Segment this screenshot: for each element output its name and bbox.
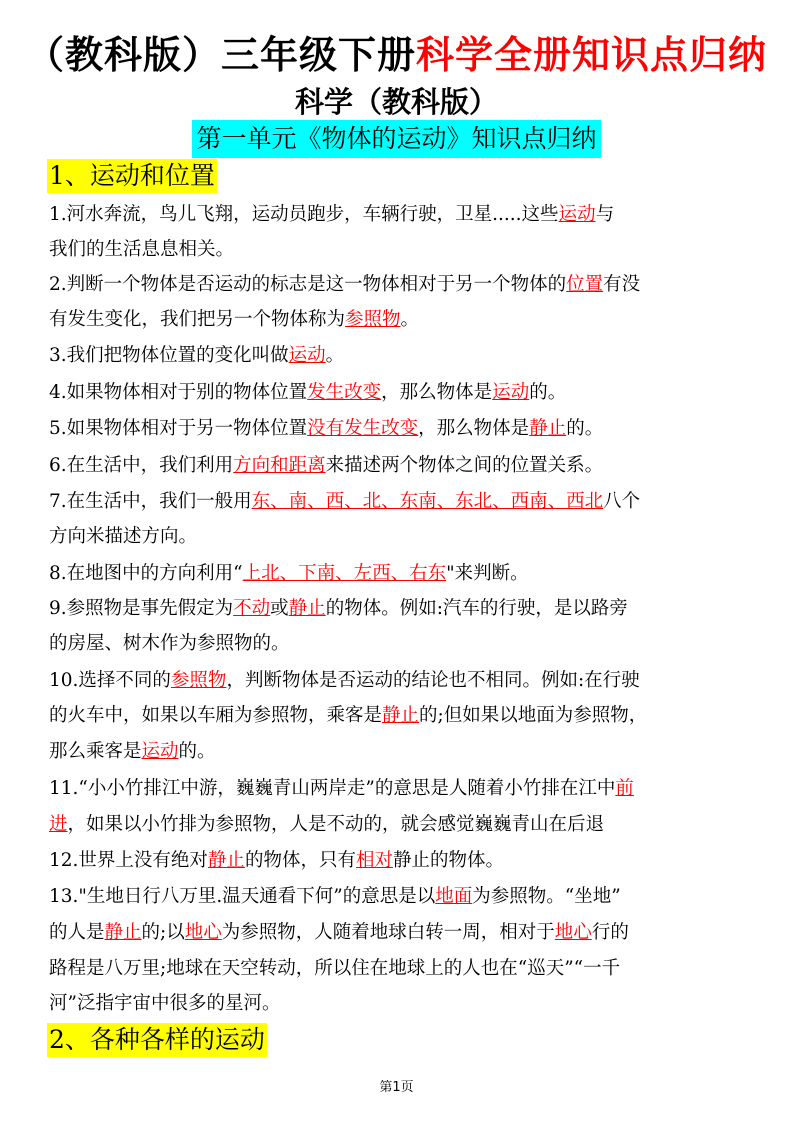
text-run: 为参照物。“坐地”: [472, 886, 621, 907]
text-run: 。: [325, 345, 345, 366]
text-run: 方向米描述方向。: [49, 526, 198, 547]
text-line: [49, 956, 620, 982]
text-run: 6.在生活中，我们利用: [49, 455, 234, 476]
highlighted-term: 相对: [355, 850, 393, 871]
document-banner-title: [0, 24, 793, 79]
text-line: [49, 668, 640, 694]
text-run: 。: [400, 309, 420, 330]
text-run: "来判断。: [446, 563, 529, 584]
text-run: 的房屋、树木作为参照物的。: [49, 633, 290, 654]
text-run: 5.如果物体相对于另一物体位置: [49, 418, 308, 439]
text-run: 13."生地日行八万里.温天通看下何”的意思是以: [49, 886, 436, 907]
text-run: 12.世界上没有绝对: [49, 850, 208, 871]
text-line: [49, 596, 628, 622]
text-run: 的物体。例如:汽车的行驶，是以路旁: [325, 598, 628, 619]
highlighted-term: 运动: [141, 741, 179, 762]
highlighted-term: 静止: [529, 418, 567, 439]
text-run: 11.“小小竹排江中游，巍巍青山两岸走”的意思是人随着小竹排在江中: [49, 778, 616, 799]
page-number: 第1页: [379, 1080, 414, 1095]
text-run: 路程是八万里;地球在天空转动，所以住在地球上的人也在“巡天”“一千: [49, 958, 621, 979]
highlighted-term: 前: [615, 778, 634, 799]
highlighted-term: 运动: [288, 345, 326, 366]
text-run: 的火车中，如果以车厢为参照物，乘客是: [49, 705, 383, 726]
text-line: [49, 631, 290, 657]
text-run: 的物体，只有: [244, 850, 356, 871]
text-run: 的;但如果以地面为参照物，: [419, 705, 648, 726]
text-run: 的;以: [141, 922, 185, 943]
highlighted-term: 发生改变: [307, 382, 382, 403]
text-line: [49, 237, 234, 263]
text-run: 或: [270, 598, 289, 619]
text-line: [49, 812, 604, 838]
highlighted-term: 静止: [382, 705, 420, 726]
text-run: 的。: [529, 382, 567, 403]
text-run: 行的: [591, 922, 629, 943]
section-heading-1: 1、运动和位置: [47, 159, 217, 193]
text-line: [49, 489, 640, 515]
banner-title-part2: 科学全册知识点归纳: [416, 33, 768, 77]
highlighted-term: 位置: [566, 274, 604, 295]
text-run: 为参照物，人随着地球白转一周，相对于: [221, 922, 555, 943]
unit-title: 第一单元《物体的运动》知识点归纳: [192, 120, 600, 158]
unit-title-wrap: [0, 120, 793, 158]
text-line: [49, 739, 216, 765]
text-run: 那么乘客是: [49, 741, 142, 762]
text-line: [49, 991, 280, 1017]
text-run: 有发生变化，我们把另一个物体称为: [49, 309, 346, 330]
highlighted-term: 运动: [492, 382, 530, 403]
text-run: 的。: [566, 418, 604, 439]
highlighted-term: 进: [49, 814, 68, 835]
text-run: ，判断物体是否运动的结论也不相同。例如:在行驶: [226, 670, 640, 691]
text-run: ，如果以小竹排为参照物，人是不动的，就会感觉巍巍青山在后退: [67, 814, 605, 835]
text-run: 八个: [603, 491, 641, 512]
text-run: 河”泛指宇宙中很多的星河。: [49, 993, 281, 1014]
highlighted-term: 地面: [435, 886, 473, 907]
highlighted-term: 静止: [104, 922, 142, 943]
highlighted-term: 地心: [184, 922, 222, 943]
highlighted-term: 没有发生改变: [307, 418, 419, 439]
text-run: 的人是: [49, 922, 105, 943]
highlighted-term: 方向和距离: [233, 455, 326, 476]
highlighted-term: 静止: [207, 850, 245, 871]
text-run: ，那么物体是: [381, 382, 493, 403]
text-line: [49, 703, 647, 729]
text-run: 有没: [603, 274, 641, 295]
text-line: [49, 416, 603, 442]
text-run: 9.参照物是事先假定为: [49, 598, 234, 619]
text-line: [49, 453, 603, 479]
highlighted-term: 地心: [554, 922, 592, 943]
highlighted-term: 参照物: [345, 309, 401, 330]
banner-title-part1: （教科版）三年级下册: [25, 33, 416, 77]
text-run: 10.选择不同的: [49, 670, 171, 691]
text-line: [49, 307, 419, 333]
text-line: [49, 776, 634, 802]
text-line: [49, 848, 504, 874]
section-heading-2: 2、各种各样的运动: [47, 1023, 267, 1057]
text-line: [49, 343, 344, 369]
text-line: [49, 884, 621, 910]
text-run: 8.在地图中的方向利用“: [49, 563, 243, 584]
text-run: 3.我们把物体位置的变化叫做: [49, 345, 289, 366]
text-run: 7.在生活中，我们一般用: [49, 491, 252, 512]
text-line: [49, 380, 566, 406]
document-subtitle: 科学（教科版）: [294, 85, 498, 119]
text-line: [49, 561, 529, 587]
highlighted-term: 参照物: [170, 670, 227, 691]
highlighted-term: 东、南、西、北、东南、东北、西南、西北: [251, 491, 604, 512]
text-run: 静止的物体。: [392, 850, 504, 871]
text-run: 来描述两个物体之间的位置关系。: [325, 455, 604, 476]
text-run: 1.河水奔流，鸟儿飞翔，运动员跑步，车辆行驶，卫星.....这些: [49, 204, 559, 225]
highlighted-term: 不动: [233, 598, 271, 619]
text-line: [49, 920, 629, 946]
text-run: 2.判断一个物体是否运动的标志是这一物体相对于另一个物体的: [49, 274, 567, 295]
highlighted-term: 静止: [288, 598, 326, 619]
text-line: [49, 272, 640, 298]
text-run: 与: [595, 204, 615, 225]
text-run: 4.如果物体相对于别的物体位置: [49, 382, 308, 403]
highlighted-term: 运动: [558, 204, 596, 225]
text-run: 的。: [178, 741, 216, 762]
text-line: [49, 524, 197, 550]
text-run: ，那么物体是: [418, 418, 530, 439]
text-line: [49, 202, 614, 228]
text-run: 我们的生活息息相关。: [49, 239, 235, 260]
highlighted-term: 上北、下南、左西、右东: [242, 563, 447, 584]
